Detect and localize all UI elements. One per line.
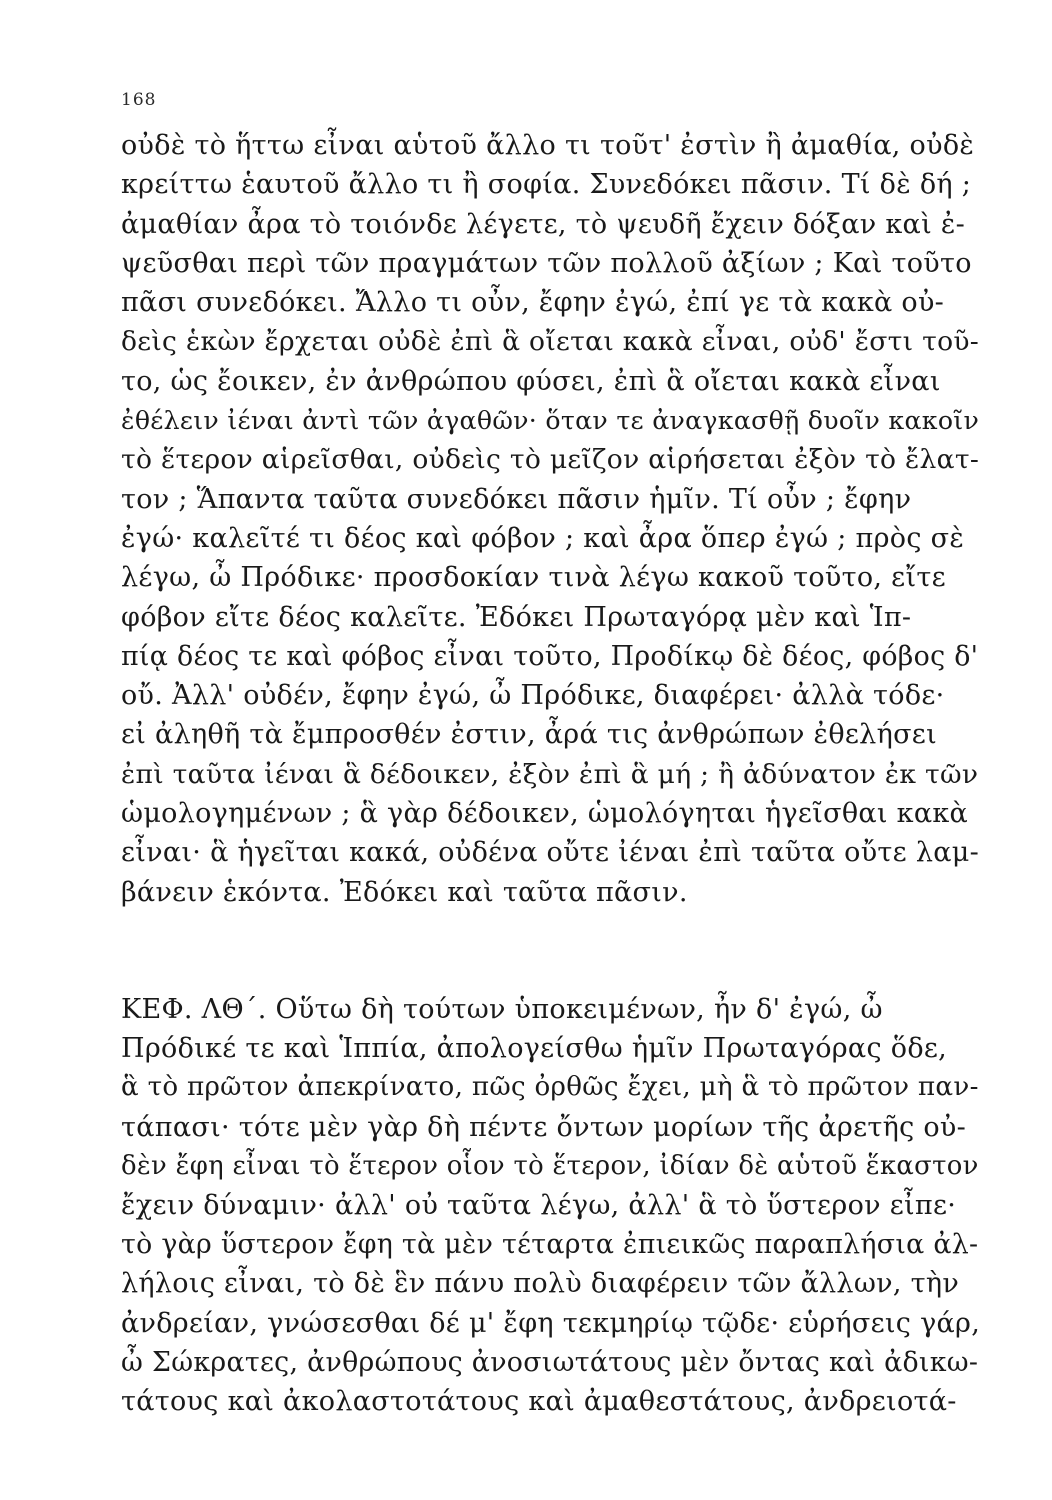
text-line: ἐγώ· καλεῖτέ τι δέος καὶ φόβον ; καὶ ἆρα ὅπερ ἐγώ ; πρὸς σὲ: [121, 522, 965, 554]
text-line: οὔ. Ἀλλ' οὐδέν, ἔφην ἐγώ, ὦ Πρόδικε, διαφέρει· ἀλλὰ τόδε·: [121, 680, 945, 712]
paragraph-1: [121, 126, 983, 912]
text-line: ὦ Σώκρατες, ἀνθρώπους ἀνοσιωτάτους μὲν ὄντας καὶ ἀδικω-: [121, 1346, 979, 1378]
text-line: ἐπὶ ταῦτα ἰέναι ἃ δέδοικεν, ἐξὸν ἐπὶ ἃ μή ; ἢ ἀδύνατον ἐκ τῶν: [121, 758, 979, 790]
text-line: πίᾳ δέος τε καὶ φόβος εἶναι τοῦτο, Προδίκῳ δὲ δέος, φόβος δ': [121, 640, 979, 672]
text-line: τάτους καὶ ἀκολαστοτάτους καὶ ἀμαθεστάτους, ἀνδρειοτά-: [121, 1385, 957, 1417]
text-line: λήλοις εἶναι, τὸ δὲ ἓν πάνυ πολὺ διαφέρειν τῶν ἄλλων, τὴν: [121, 1268, 960, 1300]
text-line: ψεῦσθαι περὶ τῶν πραγμάτων τῶν πολλοῦ ἀξίων ; Καὶ τοῦτο: [121, 247, 972, 279]
text-line: βάνειν ἑκόντα. Ἐδόκει καὶ ταῦτα πᾶσιν.: [121, 876, 688, 908]
text-line: δὲν ἔφη εἶναι τὸ ἕτερον οἷον τὸ ἕτερον, ἰδίαν δὲ αὑτοῦ ἕκαστον: [121, 1150, 979, 1181]
text-line: τὸ γὰρ ὕστερον ἔφη τὰ μὲν τέταρτα ἐπιεικῶς παραπλήσια ἀλ-: [121, 1229, 979, 1261]
text-line: ΚΕΦ. ΛΘ΄. Οὕτω δὴ τούτων ὑποκειμένων, ἦν δ' ἐγώ, ὦ: [121, 994, 883, 1025]
text-line: ἔχειν δύναμιν· ἀλλ' οὐ ταῦτα λέγω, ἀλλ' ἃ τὸ ὕστερον εἶπε·: [121, 1189, 957, 1221]
text-line: τὸ ἕτερον αἱρεῖσθαι, οὐδεὶς τὸ μεῖζον αἱρήσεται ἐξὸν τὸ ἔλατ-: [121, 444, 980, 476]
text-line: τάπασι· τότε μὲν γὰρ δὴ πέντε ὄντων μορίων τῆς ἀρετῆς οὐ-: [121, 1111, 967, 1143]
text-line: το, ὡς ἔοικεν, ἐν ἀνθρώπου φύσει, ἐπὶ ἃ οἴεται κακὰ εἶναι: [121, 365, 941, 397]
text-line: ἐθέλειν ἰέναι ἀντὶ τῶν ἀγαθῶν· ὅταν τε ἀναγκασθῇ δυοῖν κακοῖν: [121, 406, 980, 436]
text-line: ἀνδρείαν, γνώσεσθαι δέ μ' ἔφη τεκμηρίῳ τῷδε· εὑρήσεις γάρ,: [121, 1307, 981, 1339]
text-line: ἃ τὸ πρῶτον ἀπεκρίνατο, πῶς ὀρθῶς ἔχει, μὴ ἃ τὸ πρῶτον παν-: [121, 1072, 979, 1103]
text-line: λέγω, ὦ Πρόδικε· προσδοκίαν τινὰ λέγω κακοῦ τοῦτο, εἴτε: [121, 562, 946, 594]
paragraph-2: [121, 990, 983, 1421]
text-line: τον ; Ἅπαντα ταῦτα συνεδόκει πᾶσιν ἡμῖν. Τί οὖν ; ἔφην: [121, 483, 912, 515]
text-line: πᾶσι συνεδόκει. Ἄλλο τι οὖν, ἔφην ἐγώ, ἐπί γε τὰ κακὰ οὐ-: [121, 287, 945, 319]
text-line: φόβον εἴτε δέος καλεῖτε. Ἐδόκει Πρωταγόρᾳ μὲν καὶ Ἱπ-: [121, 601, 912, 633]
text-line: δεὶς ἑκὼν ἔρχεται οὐδὲ ἐπὶ ἃ οἴεται κακὰ εἶναι, οὐδ' ἔστι τοῦ-: [121, 326, 980, 358]
text-line: εἰ ἀληθῆ τὰ ἔμπροσθέν ἐστιν, ἆρά τις ἀνθρώπων ἐθελήσει: [121, 719, 937, 751]
text-line: κρείττω ἑαυτοῦ ἄλλο τι ἢ σοφία. Συνεδόκει πᾶσιν. Τί δὲ δή ;: [121, 169, 972, 201]
text-line: ἀμαθίαν ἆρα τὸ τοιόνδε λέγετε, τὸ ψευδῆ ἔχειν δόξαν καὶ ἐ-: [121, 208, 966, 240]
text-line: ὡμολογημένων ; ἃ γὰρ δέδοικεν, ὡμολόγηται ἡγεῖσθαι κακὰ: [121, 798, 969, 830]
text-line: εἶναι· ἃ ἡγεῖται κακά, οὐδένα οὔτε ἰέναι ἐπὶ ταῦτα οὔτε λαμ-: [121, 837, 980, 869]
text-line: οὐδὲ τὸ ἥττω εἶναι αὑτοῦ ἄλλο τι τοῦτ' ἐστὶν ἢ ἀμαθία, οὐδὲ: [121, 130, 975, 161]
text-line: Πρόδικέ τε καὶ Ἱππία, ἀπολογείσθω ἡμῖν Πρωταγόρας ὅδε,: [121, 1033, 948, 1065]
page-number: 168: [121, 90, 157, 110]
